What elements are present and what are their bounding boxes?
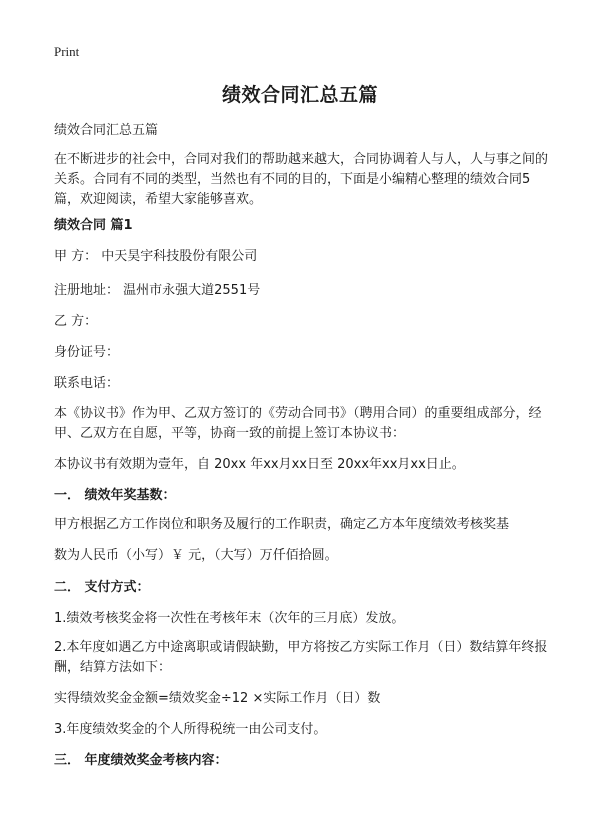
formula-line: 实得绩效奖金金额=绩效奖金÷12 ×实际工作月（日）数 <box>54 691 381 706</box>
validity-line: 本协议书有效期为壹年，自 20xx 年xx月xx日至 20xx年xx月xx日止。 <box>54 457 465 472</box>
party-a-line: 甲 方： 中天昊宇科技股份有限公司 <box>54 249 258 264</box>
id-number-line: 身份证号： <box>54 345 120 360</box>
page-title: 绩效合同汇总五篇 <box>221 84 378 106</box>
intro-paragraph: 在不断进步的社会中，合同对我们的帮助越来越大，合同协调着人与人，人与事之间的关系。合同有不同的类型，当然也有不同的目的，下面是小编精心整理的绩效合同5篇，欢迎阅读，希望大家能够喜欢。 <box>54 152 549 207</box>
bonus-line-2: 数为人民币（小写）￥ 元，（大写）万仟佰拾圆。 <box>54 548 338 563</box>
heading-payment: 二． 支付方式： <box>54 580 150 595</box>
payment-item-2: 2.本年度如遇乙方中途离职或请假缺勤，甲方将按乙方实际工作月（日）数结算年终报酬，结算方法如下： <box>54 640 548 675</box>
document-subtitle: 绩效合同汇总五篇 <box>54 123 159 138</box>
section-heading: 绩效合同 篇1 <box>54 218 133 233</box>
bonus-line-1: 甲方根据乙方工作岗位和职务及履行的工作职责，确定乙方本年度绩效考核奖基 <box>54 517 510 532</box>
heading-bonus-base: 一． 绩效年奖基数： <box>54 488 176 503</box>
agreement-intro-paragraph: 本《协议书》作为甲、乙双方签订的《劳动合同书》（聘用合同）的重要组成部分，经甲、乙双方在自愿，平等，协商一致的前提上签订本协议书： <box>54 406 542 441</box>
print-link[interactable]: Print <box>54 44 80 59</box>
address-line: 注册地址： 温州市永强大道2551号 <box>54 283 261 298</box>
payment-item-1: 1.绩效考核奖金将一次性在考核年末（次年的三月底）发放。 <box>54 611 405 626</box>
party-b-line: 乙 方： <box>54 314 98 329</box>
heading-assessment: 三． 年度绩效奖金考核内容： <box>54 753 228 768</box>
phone-line: 联系电话： <box>54 376 120 391</box>
payment-item-3: 3.年度绩效奖金的个人所得税统一由公司支付。 <box>54 722 327 737</box>
